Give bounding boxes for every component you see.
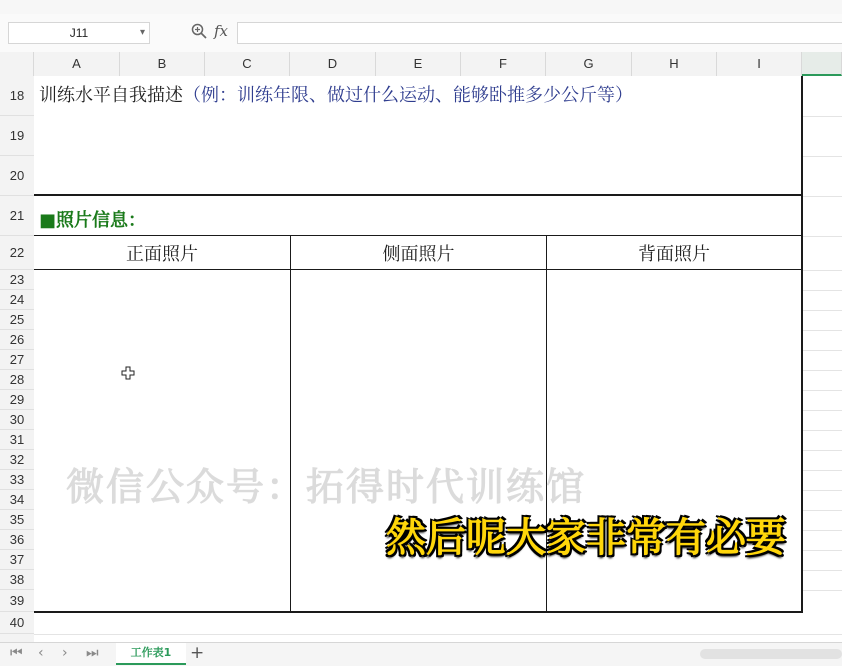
gridline: [802, 156, 842, 157]
row-header-27[interactable]: 27: [0, 350, 34, 370]
gridline: [802, 350, 842, 351]
row-header-33[interactable]: 33: [0, 470, 34, 490]
row-header-32[interactable]: 32: [0, 450, 34, 470]
column-header-e[interactable]: E: [376, 52, 461, 76]
gridline: [802, 116, 842, 117]
row-header-19[interactable]: 19: [0, 116, 34, 156]
column-header-f[interactable]: F: [461, 52, 546, 76]
row-header-29[interactable]: 29: [0, 390, 34, 410]
photo-header-side[interactable]: 侧面照片: [382, 244, 455, 265]
column-header-i[interactable]: I: [717, 52, 802, 76]
description-example: （例：训练年限、做过什么运动、能够卧推多少公斤等）: [183, 85, 633, 106]
zoom-icon[interactable]: [191, 23, 207, 39]
gridline: [802, 430, 842, 431]
row-header-20[interactable]: 20: [0, 156, 34, 196]
gridline: [802, 390, 842, 391]
column-header: [0, 52, 842, 77]
video-subtitle: 然后呢大家非常有必要: [386, 515, 786, 561]
front-photo-area[interactable]: [35, 270, 290, 611]
training-description-cell[interactable]: [39, 81, 633, 107]
first-sheet-icon[interactable]: ⏮: [10, 645, 23, 661]
column-header-a[interactable]: A: [34, 52, 120, 76]
gridline: [802, 530, 842, 531]
last-sheet-icon[interactable]: ⏭: [86, 645, 99, 661]
gridline: [802, 590, 842, 591]
gridline: [802, 570, 842, 571]
column-header-c[interactable]: C: [205, 52, 290, 76]
select-all-corner[interactable]: [0, 52, 34, 76]
name-box[interactable]: [8, 22, 150, 44]
row-header-34[interactable]: 34: [0, 490, 34, 510]
row-header-22[interactable]: 22: [0, 236, 34, 270]
row-header-30[interactable]: 30: [0, 410, 34, 430]
add-sheet-button[interactable]: +: [190, 643, 205, 663]
description-label: 训练水平自我描述: [39, 85, 183, 106]
photo-section-title[interactable]: ■照片信息：: [39, 210, 147, 231]
row-header: [0, 76, 35, 642]
prev-sheet-icon[interactable]: ‹: [38, 645, 44, 661]
toolbar-strip: [0, 0, 842, 15]
photo-header-front[interactable]: 正面照片: [126, 244, 198, 265]
column-header-g[interactable]: G: [546, 52, 632, 76]
formula-bar: [0, 14, 842, 53]
gridline: [802, 370, 842, 371]
row-header-38[interactable]: 38: [0, 570, 34, 590]
row-header-28[interactable]: 28: [0, 370, 34, 390]
row-header-18[interactable]: 18: [0, 76, 34, 116]
table-border: [34, 194, 802, 196]
row-header-31[interactable]: 31: [0, 430, 34, 450]
column-header-b[interactable]: B: [120, 52, 205, 76]
function-icon[interactable]: fx: [214, 22, 229, 40]
cell-cursor-icon: [121, 366, 135, 380]
name-box-value: J11: [69, 26, 89, 40]
table-border: [34, 611, 802, 613]
row-header-25[interactable]: 25: [0, 310, 34, 330]
column-header-h[interactable]: H: [632, 52, 717, 76]
gridline: [802, 470, 842, 471]
row-header-26[interactable]: 26: [0, 330, 34, 350]
gridline: [802, 490, 842, 491]
table-border: [34, 235, 802, 236]
sheet-tab-bar: [0, 642, 842, 666]
gridline: [802, 196, 842, 197]
column-header-d[interactable]: D: [290, 52, 376, 76]
gridline: [802, 450, 842, 451]
gridline: [802, 510, 842, 511]
row-header-39[interactable]: 39: [0, 590, 34, 612]
row-header-35[interactable]: 35: [0, 510, 34, 530]
row-header-36[interactable]: 36: [0, 530, 34, 550]
row-header-23[interactable]: 23: [0, 270, 34, 290]
next-sheet-icon[interactable]: ›: [62, 645, 68, 661]
column-header-j[interactable]: [802, 52, 842, 76]
gridline: [802, 310, 842, 311]
photo-header-back[interactable]: 背面照片: [638, 244, 710, 265]
gridline: [34, 634, 842, 635]
gridline: [802, 236, 842, 237]
row-header-40[interactable]: 40: [0, 612, 34, 634]
sheet-tab-active[interactable]: 工作表1: [116, 643, 186, 665]
watermark-text: 微信公众号：拓得时代训练馆: [66, 465, 587, 509]
gridline: [802, 410, 842, 411]
table-border: [801, 76, 803, 613]
row-header-21[interactable]: 21: [0, 196, 34, 236]
chevron-down-icon[interactable]: ▾: [139, 27, 145, 38]
gridline: [802, 270, 842, 271]
horizontal-scrollbar[interactable]: [700, 649, 842, 659]
formula-input[interactable]: [237, 22, 842, 44]
row-header-24[interactable]: 24: [0, 290, 34, 310]
gridline: [802, 550, 842, 551]
gridline: [802, 290, 842, 291]
row-header-37[interactable]: 37: [0, 550, 34, 570]
gridline: [802, 330, 842, 331]
